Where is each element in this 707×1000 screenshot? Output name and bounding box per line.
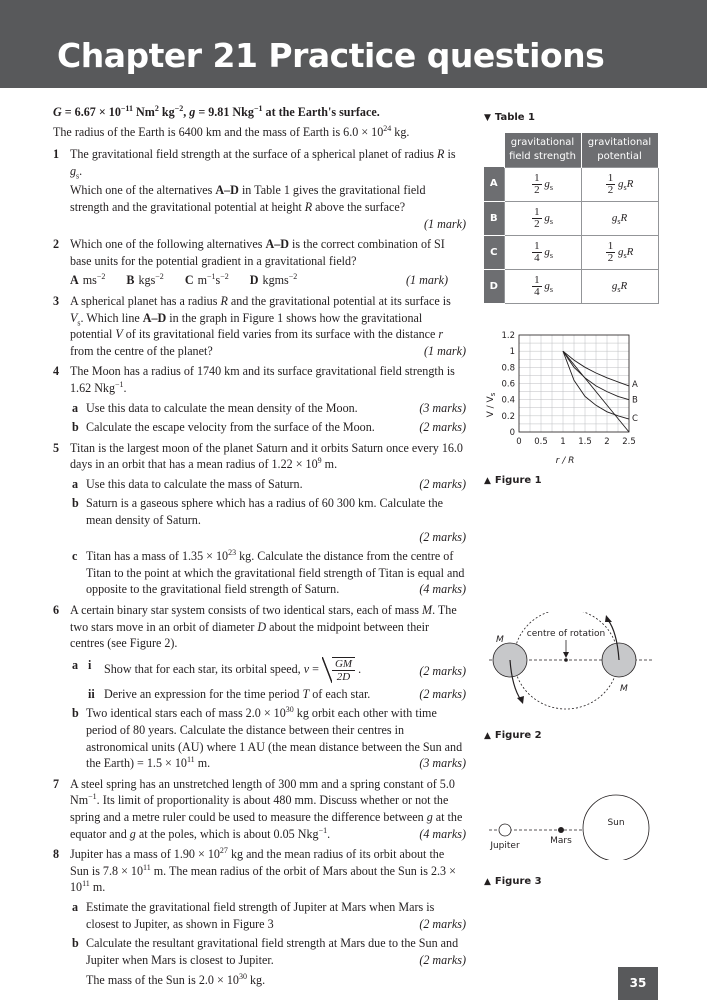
chapter-header [0, 0, 707, 88]
questions-column [53, 104, 466, 989]
y-tick-label: 1 [509, 347, 515, 358]
line-label-b: B [632, 395, 638, 406]
page-number: 35 [618, 967, 658, 1000]
question-5b: b Saturn is a gaseous sphere which has a radius of 60 300 km. Calculate the mean density of Saturn. (2 marks) [72, 496, 466, 544]
question-5a: a (2 marks) Use this data to calculate the mass of Saturn. [72, 476, 466, 491]
y-tick-label: 1.2 [501, 331, 515, 341]
table-1 [484, 133, 659, 304]
triangle-up-icon: ▲ [484, 877, 491, 887]
question-1: 1 The gravitational field strength at the surface of a spherical planet of radius R is $g_s$. Which one of the alternatives A–D in Table 1 gives the gravitational field strength and the gravitational potential at height R above the surface? (1 mark) [53, 147, 466, 231]
graph-ticks [501, 331, 638, 447]
triangle-down-icon: ▼ [484, 113, 491, 123]
x-tick-label: 1 [560, 437, 566, 447]
y-tick-label: 0.4 [501, 395, 515, 406]
line-label-c: C [632, 414, 638, 425]
y-tick-label: 0.8 [501, 363, 515, 374]
question-4a: a (3 marks) Use this data to calculate the mean density of the Moon. [72, 400, 466, 415]
question-4b: b (2 marks) Calculate the escape velocity from the surface of the Moon. [72, 420, 466, 435]
x-tick-label: 0.5 [534, 437, 548, 447]
page-title: Chapter 21 Practice questions [57, 36, 605, 75]
arrow-head-icon [563, 652, 569, 658]
table-header-field-strength: gravitational field strength [504, 133, 581, 167]
table-header-potential: gravitational potential [581, 133, 658, 167]
figure-2-diagram [484, 612, 654, 722]
figure-3-caption: ▲ Figure 3 [484, 876, 542, 887]
y-tick-label: 0.2 [501, 411, 515, 422]
question-6b: b Two identical stars each of mass $2.0 \times 10^{30}$ kg orbit each other with time period of 80 years. Calculate the distance between their centres in astronomical units (AU) where 1 AU (the mean distance between the Sun and the Earth) = $1.5 \times 10^{11}$ m. (3 marks) [72, 705, 466, 771]
question-7: 7 A steel spring has an unstretched length of 300 mm and a spring constant of 5.0 $Nm^{-1}$. Its limit of proportionality is about 480 mm. Discuss whether or not the spring and a metre ruler could be used to measure the difference between g at the equator and g at the poles, which is about 0.05 Nkg$^{-1}$. (4 marks) [53, 776, 466, 841]
sqrt-expression: $\frac{GM}{2D}$ [322, 657, 355, 683]
question-5c: c Titan has a mass of $1.35 \times 10^{23}$ kg. Calculate the distance from the centre of Titan to the point at which the gravitational field strength of Titan is equal and opposite to the gravitational field strength of Saturn. (4 marks) [72, 548, 466, 597]
figure-1-graph [484, 325, 654, 467]
earth-radius-line: The radius of the Earth is 6400 km and the mass of Earth is $6.0 \times 10^{24}$ kg. [53, 123, 410, 139]
question-6ai: a i (2 marks) Show that for each star, its orbital speed, v = $\frac{GM}{2D}$ . [72, 657, 466, 683]
question-8a: a Estimate the gravitational field strength of Jupiter at Mars when Mars is closest to Jupiter, as shown in Figure 3 (2 marks) [72, 899, 466, 931]
x-tick-label: 2 [604, 437, 610, 447]
triangle-up-icon: ▲ [484, 476, 491, 486]
mars-label: Mars [550, 836, 572, 846]
arrow-head-icon [605, 615, 612, 622]
centre-point [564, 658, 568, 662]
constants-line: $G = 6.67 \times 10^{-11}$ Nm$^2$ $kg^{-2}$, g = 9.81 Nkg$^{-1}$ at the Earth's surface. [53, 103, 380, 119]
figure-2-caption: ▲ Figure 2 [484, 730, 542, 741]
mass-label-left: M [496, 635, 504, 645]
question-8b: b Calculate the resultant gravitational field strength at Mars due to the Sun and Jupiter when Mars is closest to Jupiter. (2 marks) [72, 936, 466, 967]
figure-3-diagram [484, 790, 654, 860]
table-1-block [484, 112, 535, 123]
question-6aii: ii (2 marks) Derive an expression for the time period T of each star. [88, 686, 466, 701]
question-5: 5 Titan is the largest moon of the planet Saturn and it orbits Saturn once every 16.0 days in an orbit that has a mean radius of $1.22 \times 10^9$ m. a (2 marks) Use this data to calculate the mass of Saturn. b Saturn is a gaseous sphere which has a radius of 60 300 km. Calculate the mean density of Saturn. (2 marks) c Titan has a mass of $1.35 \times 10^{23}$ kg. Calculate the distance from the centre of Titan to the point at which the gravitational field strength of Titan is equal and opposite to the gravitational field strength of Saturn. (4 marks) [53, 440, 466, 597]
mass-label-right: M [620, 684, 628, 694]
figure-1-caption: ▲ Figure 1 [484, 475, 542, 486]
question-2: 2 Which one of the following alternatives A–D is the correct combination of SI base units for the potential gradient in a gravitational field? (1 mark) A $ms^{-2}$ B kgs$^{-2}$ C $m^{-1}s^{-2}$ D kgms$^{-2}$ [53, 237, 448, 288]
question-4: 4 The Moon has a radius of 1740 km and its surface gravitational field strength is 1.62 Nkg$^{-1}$. a (3 marks) Use this data to calculate the mean density of the Moon. b (2 marks) Calculate the escape velocity from the surface of the Moon. [53, 364, 466, 435]
question-8: 8 Jupiter has a mass of $1.90 \times 10^{27}$ kg and the mean radius of its orbit about the Sun is $7.8 \times 10^{11}$ m. The mean radius of the orbit of Mars about the Sun is $2.3 \times 10^{11}$ m. a Estimate the gravitational field strength of Jupiter at Mars when Mars is closest to Jupiter, as shown in Figure 3 (2 marks) b Calculate the resultant gravitational field strength at Mars due to the Sun and Jupiter when Mars is closest to Jupiter. (2 marks) The mass of the Sun is $2.0 \times 10^{30}$ kg. [53, 846, 466, 988]
question-6: 6 A certain binary star system consists of two identical stars, each of mass M. The two stars move in an orbit of diameter D about the midpoint between their centres (see Figure 2). a i (2 marks) Show that for each star, its orbital speed, v = $\frac{GM}{2D}$ . ii (2 marks) Derive an expression for the time period T of each star. b Two identical stars each of mass $2.0 \times 10^{30}$ kg orbit each other with time period of 80 years. Calculate the distance between their centres in astronomical units (AU) where 1 AU (the mean distance between the Sun and the Earth) = $1.5 \times 10^{11}$ m. (3 marks) [53, 603, 466, 771]
sun-mass-line: The mass of the Sun is $2.0 \times 10^{30}$ kg. [86, 972, 266, 988]
x-tick-label: 2.5 [622, 437, 636, 447]
graph-grid [519, 335, 629, 432]
x-tick-label: 1.5 [578, 437, 592, 447]
line-label-a: A [632, 379, 638, 390]
table-row: D $\frac{1}{4}$ $g_s$ $g_sR$ [484, 269, 658, 303]
y-axis-label: V / $V_s$ [486, 392, 497, 418]
table-row: C $\frac{1}{4}$ $g_s$ $\frac{1}{2}$ $g_sR$ [484, 235, 658, 269]
table-1-caption: ▼ Table 1 [484, 112, 536, 123]
sun-label: Sun [607, 818, 625, 828]
triangle-up-icon: ▲ [484, 731, 491, 741]
table-row: B $\frac{1}{2}$ $g_s$ $g_sR$ [484, 201, 658, 235]
jupiter-label: Jupiter [490, 841, 520, 851]
jupiter-circle [499, 824, 511, 836]
x-axis-label: r / R [555, 456, 575, 466]
centre-of-rotation-label: centre of rotation [526, 629, 606, 639]
x-tick-label: 0 [516, 437, 522, 447]
mars-dot [558, 827, 564, 833]
y-tick-label: 0 [509, 428, 515, 438]
y-tick-label: 0.6 [501, 379, 515, 390]
question-3: 3 A spherical planet has a radius R and the gravitational potential at its surface is $V_s$. Which line A–D in the graph in Figure 1 shows how the gravitational potential V of its gravitational field varies from its surface with the distance r from the centre of the planet? (1 mark) [53, 293, 466, 358]
table-row: A $\frac{1}{2}$ $g_s$ $\frac{1}{2}$ $g_sR$ [484, 167, 658, 201]
arrow-head-icon [517, 696, 524, 704]
